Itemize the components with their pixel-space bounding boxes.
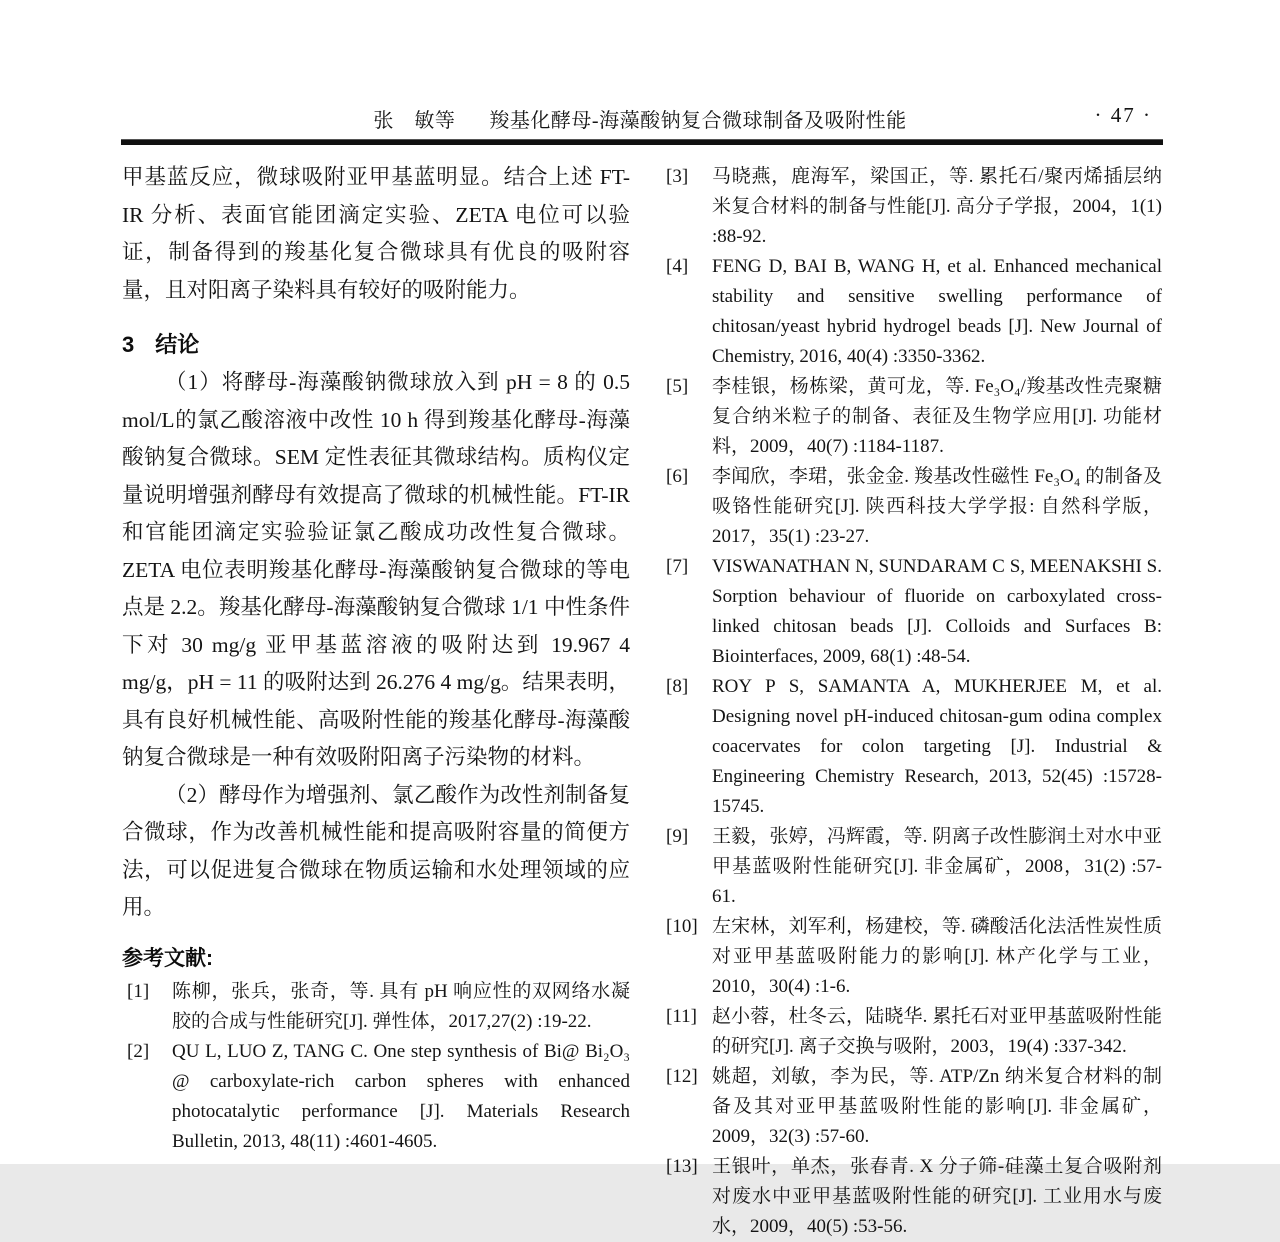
reference-label: [12]: [666, 1066, 698, 1087]
reference-item: [666, 372, 1162, 462]
reference-item: [666, 252, 1162, 372]
reference-text: 赵小蓉，杜冬云，陆晓华. 累托石对亚甲基蓝吸附性能的研究[J]. 离子交换与吸附，2003，19(4) :337-342.: [712, 1006, 1162, 1057]
reference-item: [666, 162, 1162, 252]
reference-label: [4]: [666, 256, 689, 277]
reference-item: [666, 672, 1162, 822]
section-number: 3: [122, 332, 135, 357]
running-head: [0, 104, 1280, 133]
reference-label: [9]: [666, 826, 689, 847]
reference-text: 李闻欣，李珺，张金金. 羧基改性磁性 Fe₃O₄ 的制备及吸铬性能研究[J]. 陕西科技大学学报: 自然科学版，2017，35(1) :23-27.: [712, 466, 1162, 547]
reference-label: [2]: [127, 1040, 150, 1062]
reference-list-right: [666, 162, 1162, 1242]
reference-text: 姚超，刘敏，李为民，等. ATP/Zn 纳米复合材料的制备及其对亚甲基蓝吸附性能的影响[J]. 非金属矿，2009，32(3) :57-60.: [712, 1066, 1162, 1147]
intro-paragraph: 甲基蓝反应，微球吸附亚甲基蓝明显。结合上述 FT-IR 分析、表面官能团滴定实验、ZETA 电位可以验证，制备得到的羧基化复合微球具有优良的吸附容量，且对阳离子染料具有较好的吸附能力。: [122, 165, 630, 302]
reference-label: [1]: [127, 980, 150, 1002]
reference-item: [666, 1152, 1162, 1242]
section-title: 结论: [155, 332, 200, 357]
reference-label: [3]: [666, 166, 689, 187]
reference-label: [8]: [666, 676, 689, 697]
left-column: [122, 159, 630, 1157]
section-heading-conclusion: [122, 326, 630, 364]
reference-label: [10]: [666, 916, 698, 937]
conclusion-paragraph-1: （1）将酵母-海藻酸钠微球放入到 pH = 8 的 0.5 mol/L的氯乙酸溶液中改性 10 h 得到羧基化酵母-海藻酸钠复合微球。SEM 定性表征其微球结构。质构仪定量说明增强剂酵母有效提高了微球的机械性能。FT-IR 和官能团滴定实验验证氯乙酸成功改性复合微球。ZETA 电位表明羧基化酵母-海藻酸钠复合微球的等电点是 2.2。羧基化酵母-海藻酸钠复合微球 1/1 中性条件下对 30 mg/g 亚甲基蓝溶液的吸附达到 19.967 4 mg/g，pH = 11 的吸附达到 26.276 4 mg/g。结果表明，具有良好机械性能、高吸附性能的羧基化酵母-海藻酸钠复合微球是一种有效吸附阳离子污染物的材料。: [122, 370, 630, 769]
right-column: [666, 159, 1162, 1242]
reference-item: [666, 1002, 1162, 1062]
reference-item: [666, 912, 1162, 1002]
running-head-authors: 张 敏等: [373, 110, 456, 132]
reference-text: 王毅，张婷，冯辉霞，等. 阴离子改性膨润土对水中亚甲基蓝吸附性能研究[J]. 非金属矿，2008，31(2) :57-61.: [712, 826, 1162, 907]
reference-item: [666, 822, 1162, 912]
reference-list-left: [122, 977, 630, 1157]
page-number: · 47 ·: [1094, 103, 1152, 127]
references-heading: 参考文献:: [122, 946, 213, 970]
reference-item: [666, 1062, 1162, 1152]
reference-label: [11]: [666, 1006, 697, 1027]
reference-text: 陈柳，张兵，张奇，等. 具有 pH 响应性的双网络水凝胶的合成与性能研究[J]. 弹性体，2017,27(2) :19-22.: [172, 980, 630, 1032]
reference-item: [122, 1037, 630, 1157]
reference-text: QU L, LUO Z, TANG C. One step synthesis of Bi@ Bi₂O₃ @ carboxylate-rich carbon spheres with enhanced photocatalytic performance [J]. Materials Research Bulletin, 2013, 48(11) :4601-4605.: [172, 1040, 630, 1152]
reference-item: [122, 977, 630, 1037]
reference-label: [6]: [666, 466, 689, 487]
reference-label: [13]: [666, 1156, 698, 1177]
header-rule: [121, 139, 1163, 145]
reference-label: [7]: [666, 556, 689, 577]
conclusion-paragraph-2: （2）酵母作为增强剂、氯乙酸作为改性剂制备复合微球，作为改善机械性能和提高吸附容量的简便方法，可以促进复合微球在物质运输和水处理领域的应用。: [122, 782, 630, 919]
reference-text: 王银叶，单杰，张春青. X 分子筛-硅藻土复合吸附剂对废水中亚甲基蓝吸附性能的研究[J]. 工业用水与废水，2009，40(5) :53-56.: [712, 1156, 1162, 1237]
running-head-title: 羧基化酵母-海藻酸钠复合微球制备及吸附性能: [489, 110, 907, 132]
reference-text: 马晓燕，鹿海军，梁国正，等. 累托石/聚丙烯插层纳米复合材料的制备与性能[J]. 高分子学报，2004，1(1) :88-92.: [712, 166, 1162, 247]
reference-text: 左宋林，刘军利，杨建校，等. 磷酸活化法活性炭性质对亚甲基蓝吸附能力的影响[J]. 林产化学与工业，2010，30(4) :1-6.: [712, 916, 1162, 997]
reference-item: [666, 462, 1162, 552]
reference-text: ROY P S, SAMANTA A, MUKHERJEE M, et al. Designing novel pH-induced chitosan-gum odina complex coacervates for colon targeting [J]. Industrial & Engineering Chemistry Research, 2013, 52(45) :15728-15745.: [712, 676, 1162, 817]
reference-text: 李桂银，杨栋梁，黄可龙，等. Fe₃O₄/羧基改性壳聚糖复合纳米粒子的制备、表征及生物学应用[J]. 功能材料，2009，40(7) :1184-1187.: [712, 376, 1162, 457]
reference-text: FENG D, BAI B, WANG H, et al. Enhanced mechanical stability and sensitive swelling performance of chitosan/yeast hybrid hydrogel beads [J]. New Journal of Chemistry, 2016, 40(4) :3350-3362.: [712, 256, 1162, 367]
reference-item: [666, 552, 1162, 672]
reference-label: [5]: [666, 376, 689, 397]
reference-text: VISWANATHAN N, SUNDARAM C S, MEENAKSHI S. Sorption behaviour of fluoride on carboxylated cross-linked chitosan beads [J]. Colloids and Surfaces B: Biointerfaces, 2009, 68(1) :48-54.: [712, 556, 1162, 667]
